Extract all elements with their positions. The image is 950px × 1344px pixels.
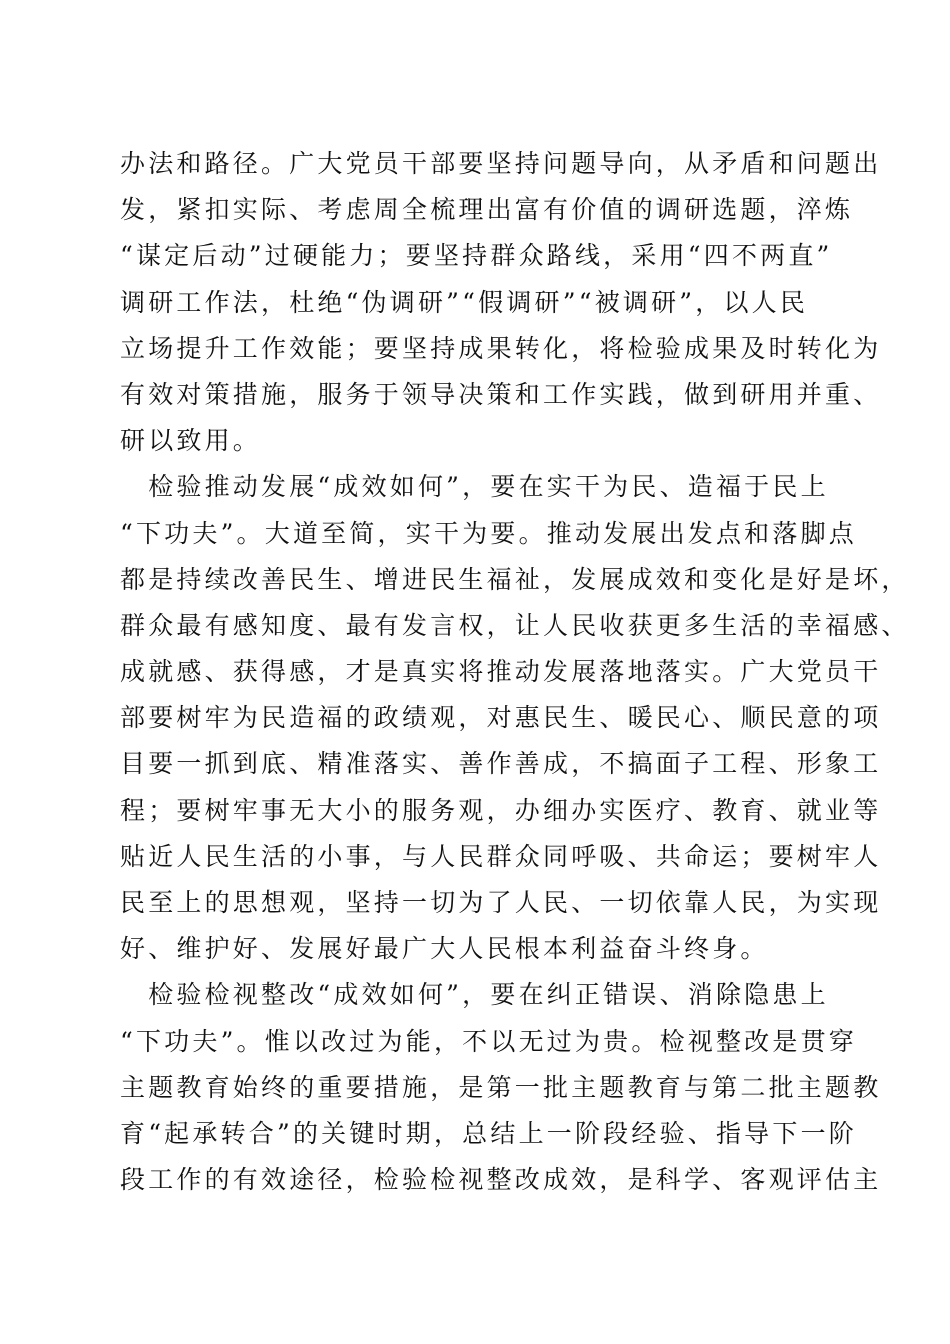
text-line: 程；要树牢事无大小的服务观，办细办实医疗、教育、就业等 (120, 795, 882, 825)
text-line: 检验检视整改“成效如何”，要在纠正错误、消除隐患上 (120, 980, 829, 1010)
text-line: 调研工作法，杜绝“伪调研”“假调研”“被调研”，以人民 (120, 287, 809, 317)
text-line: 发，紧扣实际、考虑周全梳理出富有价值的调研选题，淬炼 (120, 195, 854, 225)
text-line: 群众最有感知度、最有发言权，让人民收获更多生活的幸福感、 (120, 610, 910, 640)
text-line: 目要一抓到底、精准落实、善作善成，不搞面子工程、形象工 (120, 749, 882, 779)
text-line: 段工作的有效途径，检验检视整改成效，是科学、客观评估主 (120, 1165, 882, 1195)
text-line: 好、维护好、发展好最广大人民根本利益奋斗终身。 (120, 934, 769, 964)
text-line: 主题教育始终的重要措施，是第一批主题教育与第二批主题教 (120, 1072, 882, 1102)
text-line: 部要树牢为民造福的政绩观，对惠民生、暖民心、顺民意的项 (120, 703, 882, 733)
text-line: 贴近人民生活的小事，与人民群众同呼吸、共命运；要树牢人 (120, 841, 882, 871)
text-line: 研以致用。 (120, 426, 262, 456)
body-text (120, 141, 910, 1203)
text-line: “下功夫”。惟以改过为能，不以无过为贵。检视整改是贯穿 (120, 1026, 857, 1056)
text-line: 有效对策措施，服务于领导决策和工作实践，做到研用并重、 (120, 379, 882, 409)
text-line: “下功夫”。大道至简，实干为要。推动发展出发点和落脚点 (120, 518, 857, 548)
text-line: 育“起承转合”的关键时期，总结上一阶段经验、指导下一阶 (120, 1118, 857, 1148)
text-line: 立场提升工作效能；要坚持成果转化，将检验成果及时转化为 (120, 333, 882, 363)
text-line: 都是持续改善民生、增进民生福祉，发展成效和变化是好是坏， (120, 564, 910, 594)
text-line: “谋定后动”过硬能力；要坚持群众路线，采用“四不两直” (120, 241, 833, 271)
text-line: 办法和路径。广大党员干部要坚持问题导向，从矛盾和问题出 (120, 149, 882, 178)
text-line: 成就感、获得感，才是真实将推动发展落地落实。广大党员干 (120, 657, 882, 687)
text-line: 民至上的思想观，坚持一切为了人民、一切依靠人民，为实现 (120, 888, 882, 917)
text-line: 检验推动发展“成效如何”，要在实干为民、造福于民上 (120, 472, 829, 502)
